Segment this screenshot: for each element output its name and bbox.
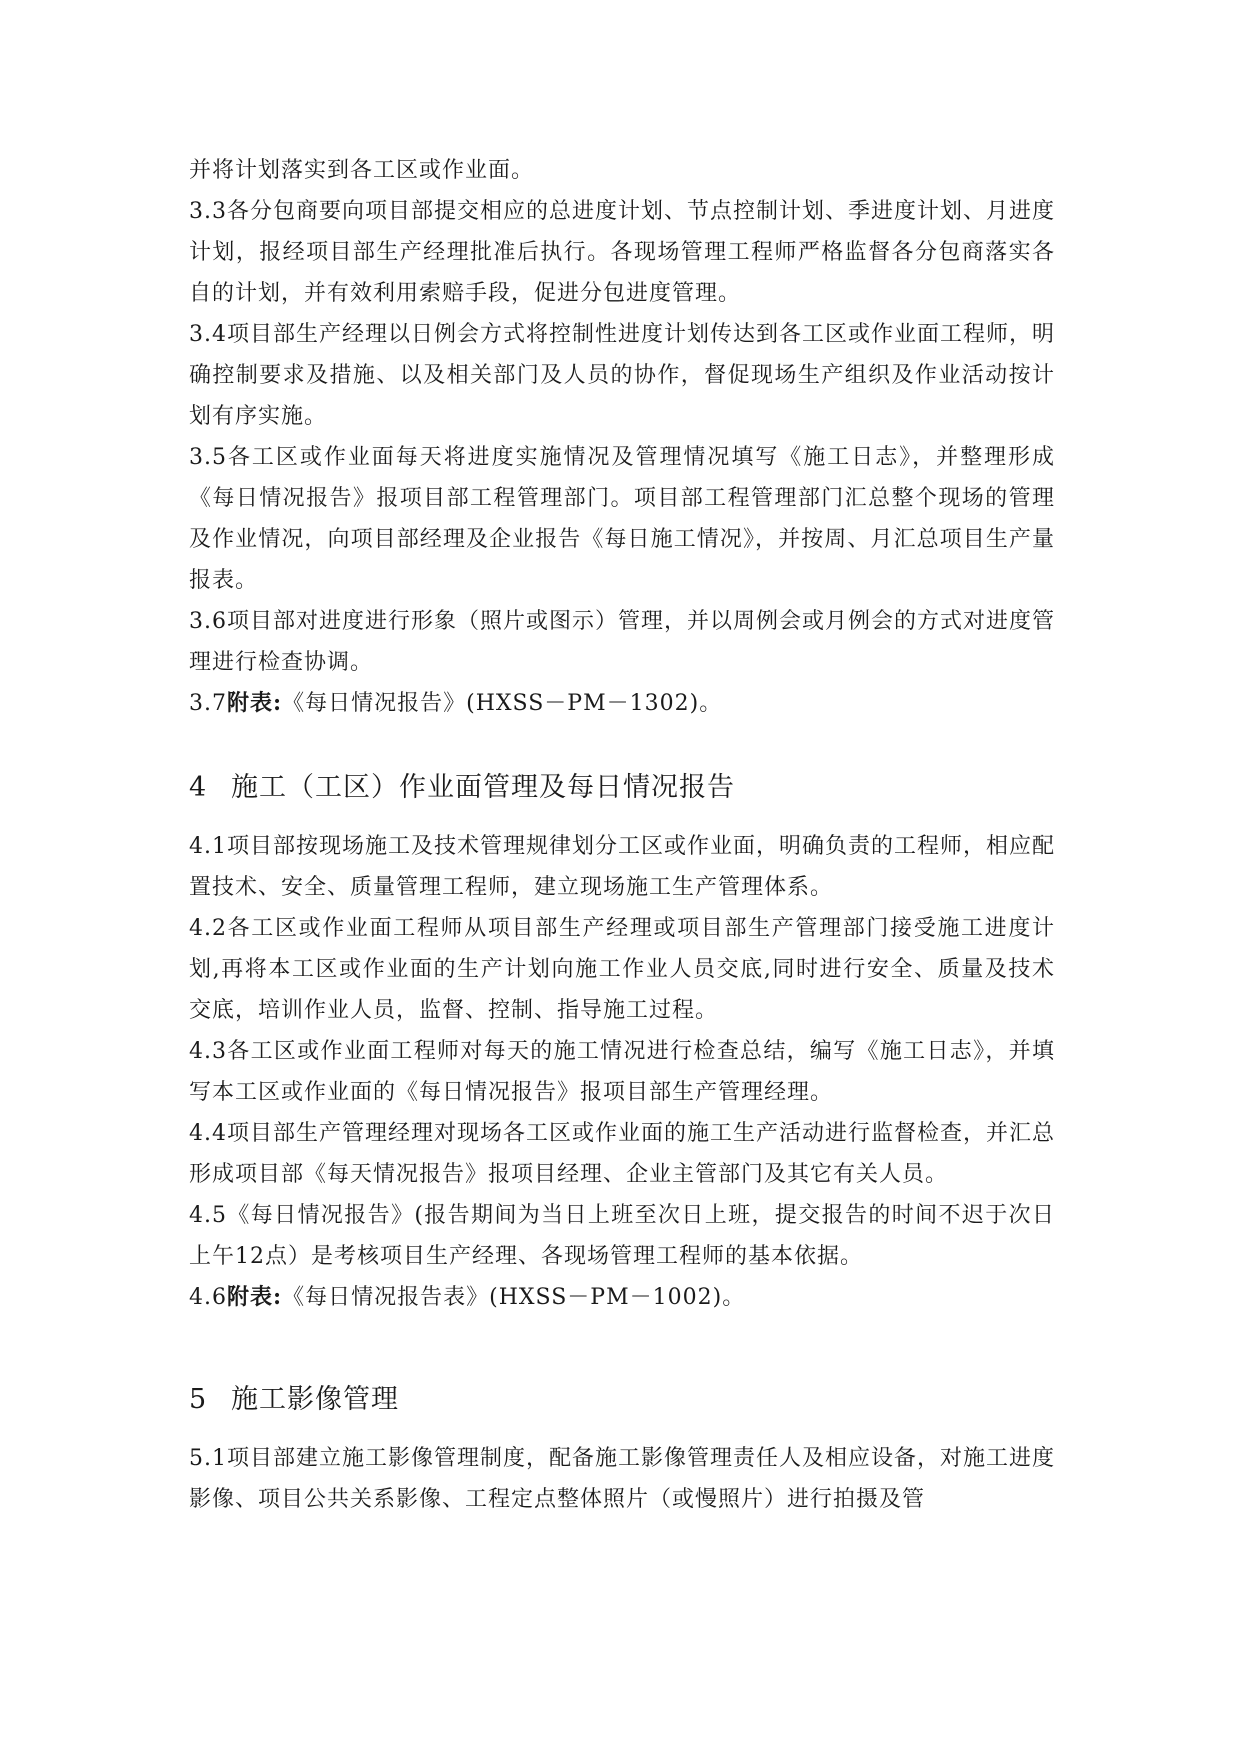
- paragraph-3-5: 3.5各工区或作业面每天将进度实施情况及管理情况填写《施工日志》，并整理形成《每日情况报告》报项目部工程管理部门。项目部工程管理部门汇总整个现场的管理及作业情况，向项目部经理及企业报告《每日施工情况》，并按周、月汇总项目生产量报表。: [189, 445, 1055, 593]
- paragraph-4-2: 4.2各工区或作业面工程师从项目部生产经理或项目部生产管理部门接受施工进度计划,再将本工区或作业面的生产计划向施工作业人员交底,同时进行安全、质量及技术交底，培训作业人员，监督、控制、指导施工过程。: [189, 916, 1055, 1023]
- paragraph-3-7-text: 《每日情况报告》(HXSS－PM－1302)。: [282, 691, 723, 716]
- paragraph-3-3: 3.3各分包商要向项目部提交相应的总进度计划、节点控制计划、季进度计划、月进度计划，报经项目部生产经理批准后执行。各现场管理工程师严格监督各分包商落实各自的计划，并有效利用索赔手段，促进分包进度管理。: [189, 199, 1055, 306]
- document-body: [189, 150, 1055, 1520]
- paragraph-4-4: 4.4项目部生产管理经理对现场各工区或作业面的施工生产活动进行监督检查，并汇总形成项目部《每天情况报告》报项目经理、企业主管部门及其它有关人员。: [189, 1121, 1055, 1187]
- paragraph-4-1: 4.1项目部按现场施工及技术管理规律划分工区或作业面，明确负责的工程师，相应配置技术、安全、质量管理工程师，建立现场施工生产管理体系。: [189, 834, 1055, 900]
- paragraph-4-6: [189, 1277, 1055, 1318]
- paragraph-3-6: 3.6项目部对进度进行形象（照片或图示）管理，并以周例会或月例会的方式对进度管理进行检查协调。: [189, 609, 1055, 675]
- paragraph-3-2-tail: 并将计划落实到各工区或作业面。: [189, 158, 535, 183]
- section-4-number: 4: [189, 772, 208, 803]
- attachment-label: 附表:: [227, 1284, 283, 1310]
- paragraph-3-4: 3.4项目部生产经理以日例会方式将控制性进度计划传达到各工区或作业面工程师，明确控制要求及措施、以及相关部门及人员的协作，督促现场生产组织及作业活动按计划有序实施。: [189, 322, 1055, 429]
- paragraph-4-6-number: 4.6: [189, 1285, 227, 1310]
- section-5-number: 5: [189, 1384, 208, 1415]
- section-4-title: 施工（工区）作业面管理及每日情况报告: [231, 772, 735, 803]
- section-5-title: 施工影像管理: [231, 1384, 399, 1415]
- paragraph-5-1: 5.1项目部建立施工影像管理制度，配备施工影像管理责任人及相应设备，对施工进度影像、项目公共关系影像、工程定点整体照片（或慢照片）进行拍摄及管: [189, 1446, 1055, 1512]
- paragraph-3-7-number: 3.7: [189, 691, 227, 716]
- section-4-heading: [189, 768, 1055, 808]
- paragraph-4-5: 4.5《每日情况报告》(报告期间为当日上班至次日上班，提交报告的时间不迟于次日上午12点）是考核项目生产经理、各现场管理工程师的基本依据。: [189, 1203, 1055, 1269]
- paragraph-4-6-text: 《每日情况报告表》(HXSS－PM－1002)。: [282, 1285, 746, 1310]
- paragraph-4-3: 4.3各工区或作业面工程师对每天的施工情况进行检查总结，编写《施工日志》，并填写本工区或作业面的《每日情况报告》报项目部生产管理经理。: [189, 1039, 1055, 1105]
- section-5-heading: [189, 1380, 1055, 1420]
- attachment-label: 附表:: [227, 690, 283, 716]
- paragraph-3-7: [189, 683, 1055, 724]
